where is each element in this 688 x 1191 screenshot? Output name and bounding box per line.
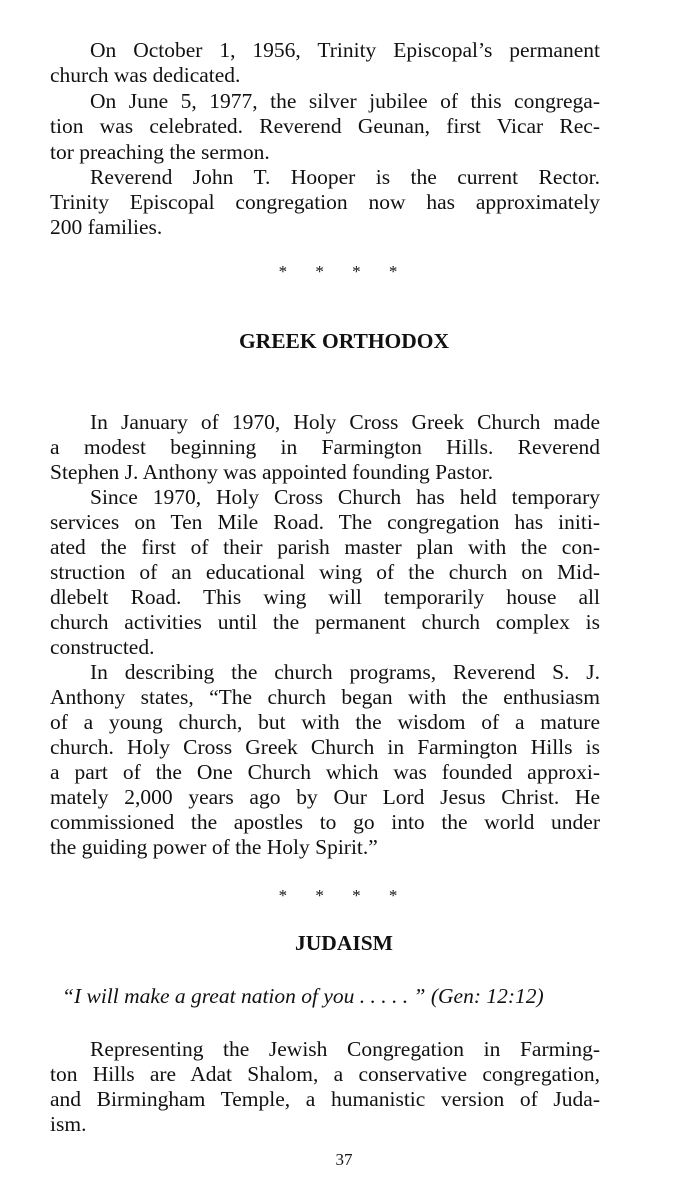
section-heading-greek-orthodox: GREEK ORTHODOX: [238, 329, 450, 353]
text-line: In January of 1970, Holy Cross Greek Church made: [90, 410, 600, 434]
text-line: ated the first of their parish master plan with the con-: [50, 535, 600, 559]
text-line: dlebelt Road. This wing will temporarily house all: [50, 585, 600, 609]
section-separator: * * * *: [278, 262, 410, 281]
text-line: Since 1970, Holy Cross Church has held temporary: [90, 485, 600, 509]
text-line: church. Holy Cross Greek Church in Farmington Hills is: [50, 735, 600, 759]
page-number: 37: [335, 1150, 353, 1169]
text-line: commissioned the apostles to go into the world under: [50, 810, 600, 834]
text-line: mately 2,000 years ago by Our Lord Jesus Christ. He: [50, 785, 600, 809]
text-line: tor preaching the sermon.: [50, 140, 270, 164]
text-line: Trinity Episcopal congregation now has approximately: [50, 190, 600, 214]
text-line: Reverend John T. Hooper is the current Rector.: [90, 165, 600, 189]
scripture-quote: “I will make a great nation of you . . . . . ” (Gen: 12:12): [62, 984, 544, 1008]
text-line: of a young church, but with the wisdom of a mature: [50, 710, 600, 734]
text-line: church was dedicated.: [50, 63, 241, 87]
text-line: ism.: [50, 1112, 87, 1136]
text-line: church activities until the permanent church complex is: [50, 610, 600, 634]
text-line: On October 1, 1956, Trinity Episcopal’s permanent: [90, 38, 600, 62]
text-line: a part of the One Church which was founded approxi-: [50, 760, 600, 784]
text-line: constructed.: [50, 635, 155, 659]
text-line: the guiding power of the Holy Spirit.”: [50, 835, 378, 859]
text-line: Anthony states, “The church began with the enthusiasm: [50, 685, 600, 709]
section-separator: * * * *: [278, 886, 410, 905]
section-heading-judaism: JUDAISM: [295, 931, 393, 955]
text-line: In describing the church programs, Reverend S. J.: [90, 660, 600, 684]
text-line: tion was celebrated. Reverend Geunan, first Vicar Rec-: [50, 114, 600, 138]
text-line: On June 5, 1977, the silver jubilee of this congrega-: [90, 89, 600, 113]
text-line: Representing the Jewish Congregation in Farming-: [90, 1037, 600, 1061]
text-line: ton Hills are Adat Shalom, a conservative congregation,: [50, 1062, 600, 1086]
text-line: a modest beginning in Farmington Hills. Reverend: [50, 435, 600, 459]
text-line: services on Ten Mile Road. The congregation has initi-: [50, 510, 600, 534]
text-line: Stephen J. Anthony was appointed founding Pastor.: [50, 460, 494, 484]
text-line: and Birmingham Temple, a humanistic version of Juda-: [50, 1087, 600, 1111]
text-line: struction of an educational wing of the church on Mid-: [50, 560, 600, 584]
text-line: 200 families.: [50, 215, 163, 239]
